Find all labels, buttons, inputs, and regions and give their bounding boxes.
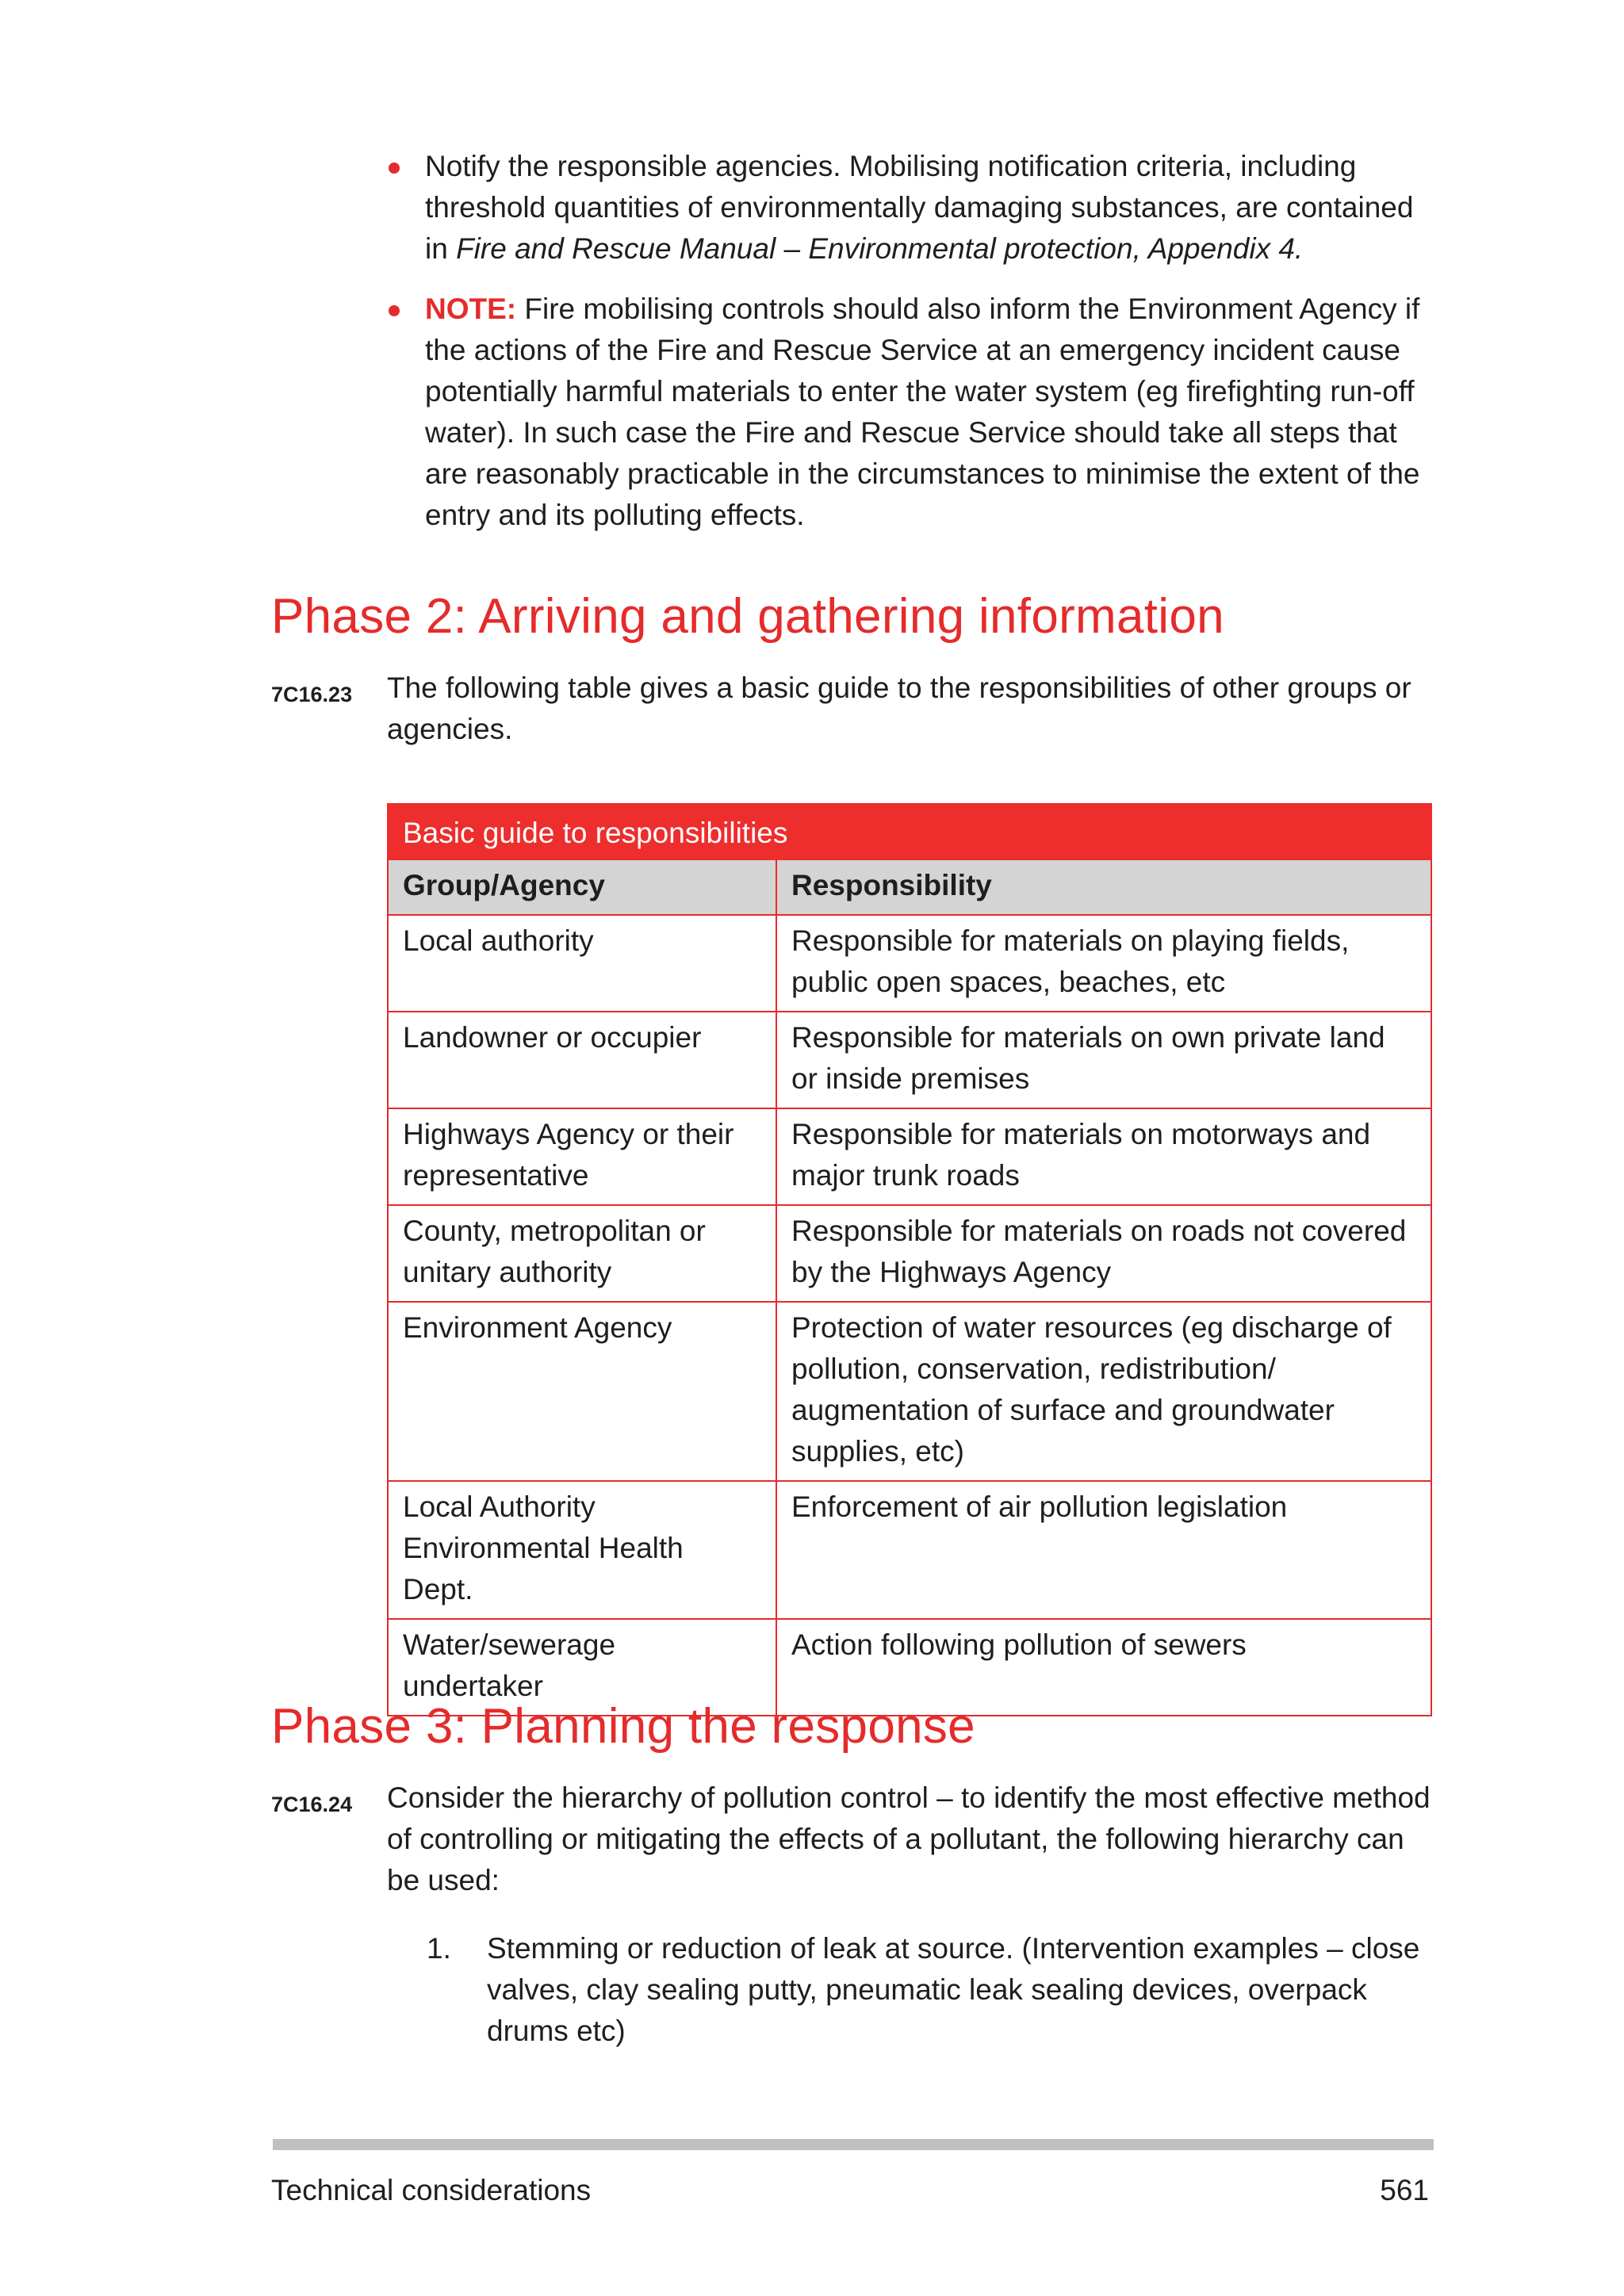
responsibility-cell: Responsible for materials on playing fields, public open spaces, beaches, etc xyxy=(776,915,1431,1012)
paragraph-number: 7C16.23 xyxy=(271,683,353,706)
bullet-dot-icon xyxy=(389,305,400,316)
group-cell: Water/sewerage undertaker xyxy=(388,1619,776,1716)
list-text: Stemming or reduction of leak at source. (Intervention examples – close valves, clay sealing putty, pneumatic leak sealing devices, overpack drums etc) xyxy=(487,1932,1420,2047)
group-cell: County, metropolitan or unitary authority xyxy=(388,1205,776,1302)
responsibility-cell: Responsible for materials on motorways and major trunk roads xyxy=(776,1108,1431,1205)
bullet-dot-icon xyxy=(389,163,400,174)
paragraph-text: The following table gives a basic guide to the responsibilities of other groups or agencies. xyxy=(387,672,1411,745)
table-row xyxy=(388,1481,1431,1619)
group-cell: Local Authority Environmental Health Dept. xyxy=(388,1481,776,1619)
list-item xyxy=(427,1928,1442,2052)
table-header-row xyxy=(388,859,1431,915)
responsibility-cell: Responsible for materials on roads not covered by the Highways Agency xyxy=(776,1205,1431,1302)
page-number: 561 xyxy=(1380,2174,1429,2206)
column-header-responsibility: Responsibility xyxy=(776,859,1431,915)
list-number: 1. xyxy=(427,1932,451,1965)
footer-divider xyxy=(273,2139,1434,2150)
paragraph-7c16-24 xyxy=(271,1777,1437,1901)
table-caption-row xyxy=(388,804,1431,859)
group-cell: Landowner or occupier xyxy=(388,1012,776,1108)
bullet-text: Notify the responsible agencies. Mobilising notification criteria, including threshold quantities of environmentally damaging substances, are contained in xyxy=(425,150,1414,265)
group-cell: Highways Agency or their representative xyxy=(388,1108,776,1205)
numbered-list xyxy=(427,1928,1442,2052)
footer-section-title: Technical considerations xyxy=(271,2174,592,2206)
bullet-list xyxy=(385,146,1432,555)
paragraph-text: Consider the hierarchy of pollution control – to identify the most effective method of controlling or mitigating the effects of a pollutant, the following hierarchy can be used: xyxy=(387,1781,1431,1896)
table-caption: Basic guide to responsibilities xyxy=(388,804,1431,859)
table-row xyxy=(388,1012,1431,1108)
bullet-text: Fire mobilising controls should also inform the Environment Agency if the actions of the Fire and Rescue Service at an emergency incident cause potentially harmful materials to enter the water system (eg firefighting run-off water). In such case the Fire and Rescue Service should take all steps that are reasonably practicable in the circumstances to minimise the extent of the entry and its polluting effects. xyxy=(425,293,1420,531)
phase2-heading: Phase 2: Arriving and gathering information xyxy=(271,589,1224,644)
responsibility-cell: Responsible for materials on own private land or inside premises xyxy=(776,1012,1431,1108)
paragraph-number: 7C16.24 xyxy=(271,1793,353,1816)
column-header-group: Group/Agency xyxy=(388,859,776,915)
table-row xyxy=(388,1108,1431,1205)
responsibility-cell: Action following pollution of sewers xyxy=(776,1619,1431,1716)
group-cell: Environment Agency xyxy=(388,1302,776,1481)
bullet-item xyxy=(385,289,1432,536)
phase3-heading: Phase 3: Planning the response xyxy=(271,1699,975,1754)
paragraph-7c16-23 xyxy=(271,668,1437,750)
manual-reference: Fire and Rescue Manual – Environmental protection, Appendix 4. xyxy=(456,232,1304,265)
bullet-item xyxy=(385,146,1432,270)
group-cell: Local authority xyxy=(388,915,776,1012)
responsibility-cell: Enforcement of air pollution legislation xyxy=(776,1481,1431,1619)
table-row xyxy=(388,1302,1431,1481)
table-row xyxy=(388,1205,1431,1302)
responsibilities-table xyxy=(387,803,1432,1716)
responsibility-cell: Protection of water resources (eg discharge of pollution, conservation, redistribution/ augmentation of surface and groundwater supplies, etc) xyxy=(776,1302,1431,1481)
table-row xyxy=(388,915,1431,1012)
note-label: NOTE: xyxy=(425,293,517,325)
